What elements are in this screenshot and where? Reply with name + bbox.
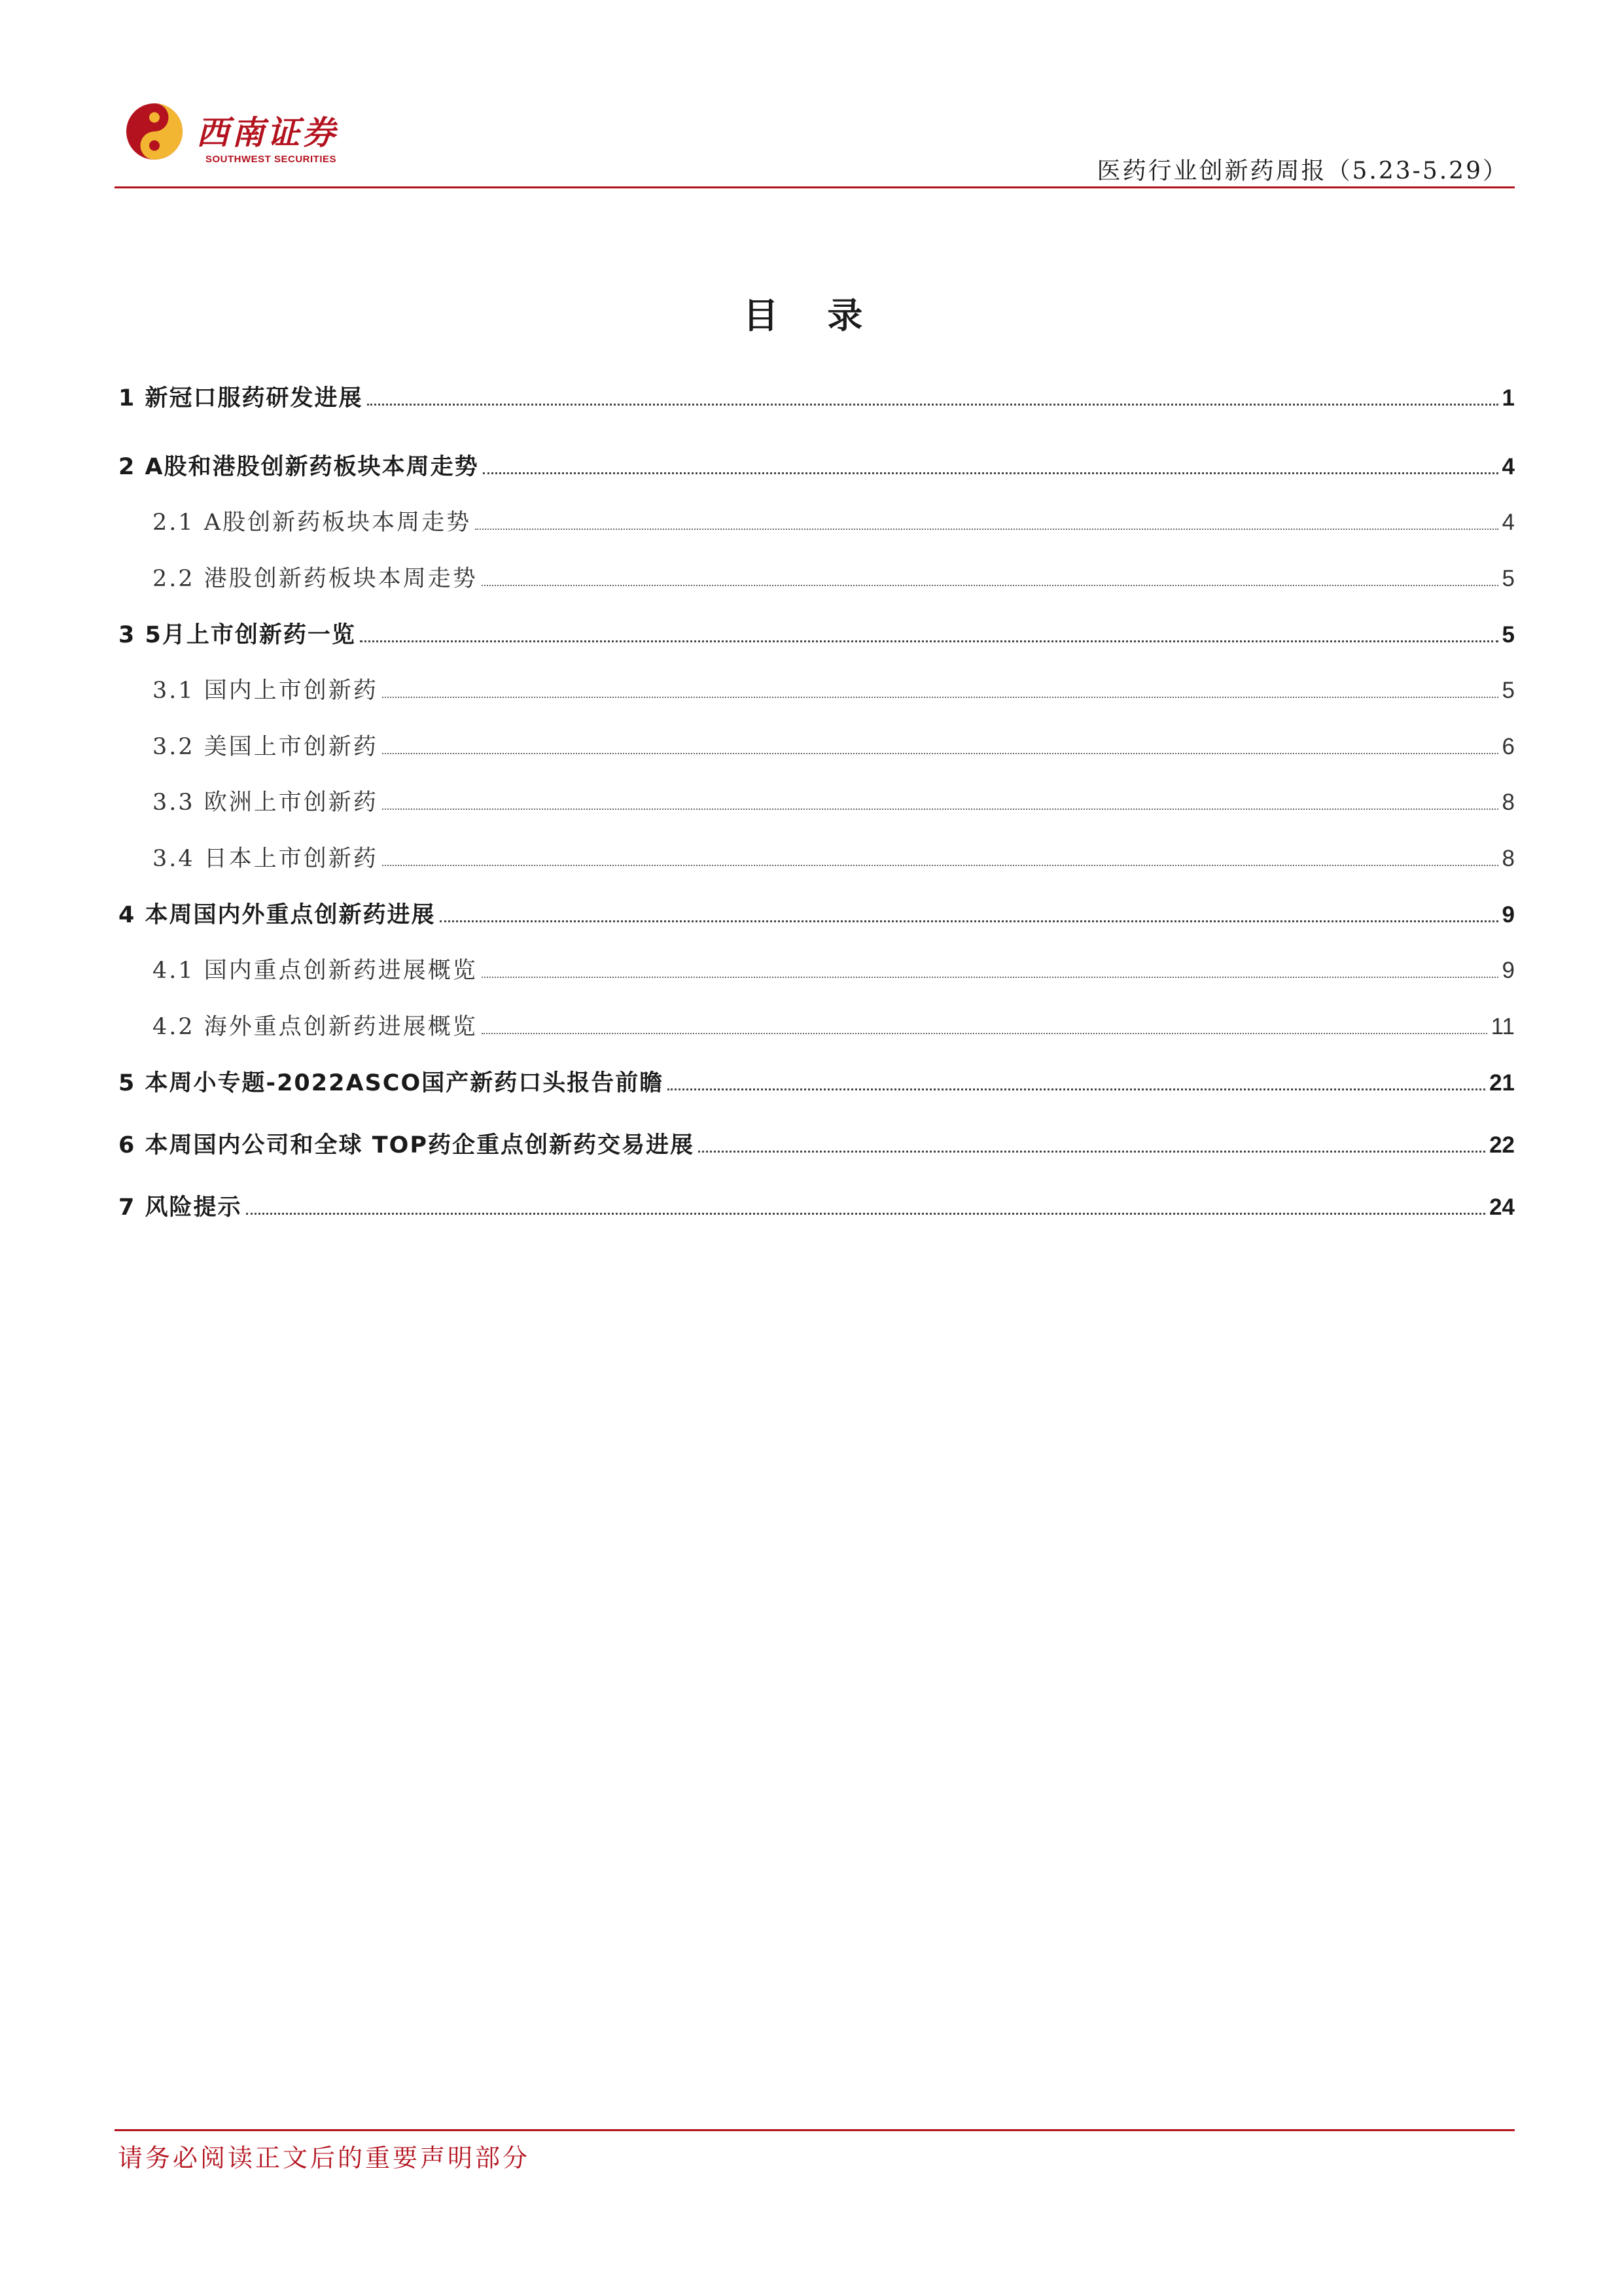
toc-entry-label: 4.1 国内重点创新药进展概览 bbox=[152, 958, 478, 984]
toc-entry-label: 6 本周国内公司和全球 TOP药企重点创新药交易进展 bbox=[118, 1132, 695, 1158]
toc-entry-page: 21 bbox=[1489, 1070, 1515, 1096]
toc-leader-dots bbox=[382, 697, 1498, 698]
toc-entry-page: 4 bbox=[1502, 510, 1515, 535]
toc-leader-dots bbox=[382, 865, 1498, 866]
toc-entry-page: 8 bbox=[1502, 846, 1515, 871]
toc-entry-label: 4 本周国内外重点创新药进展 bbox=[118, 902, 436, 928]
logo-chinese-name: 西南证券 bbox=[196, 113, 338, 152]
footer-disclaimer: 请务必阅读正文后的重要声明部分 bbox=[118, 2144, 531, 2172]
toc-entry-page: 6 bbox=[1502, 734, 1515, 759]
toc-leader-dots bbox=[382, 753, 1498, 754]
toc-entry-label: 3.4 日本上市创新药 bbox=[152, 846, 378, 872]
toc-entry-page: 8 bbox=[1502, 790, 1515, 815]
toc-leader-dots bbox=[382, 809, 1498, 810]
toc-entry-page: 11 bbox=[1491, 1014, 1515, 1039]
toc-leader-dots bbox=[367, 404, 1498, 406]
toc-entry[interactable] bbox=[115, 1008, 1515, 1042]
toc-entry-label: 3.2 美国上市创新药 bbox=[152, 734, 378, 760]
toc-leader-dots bbox=[667, 1088, 1485, 1090]
toc-entry[interactable] bbox=[115, 1126, 1515, 1160]
toc-entry-label: 1 新冠口服药研发进展 bbox=[118, 385, 363, 411]
toc-entry-label: 7 风险提示 bbox=[118, 1194, 242, 1221]
toc-entry-page: 5 bbox=[1502, 622, 1515, 648]
report-title: 医药行业创新药周报（5.23-5.29） bbox=[1097, 158, 1508, 184]
toc-entry[interactable] bbox=[115, 784, 1515, 818]
toc-entry[interactable] bbox=[115, 379, 1515, 413]
toc-entry-label: 2.2 港股创新药板块本周走势 bbox=[152, 566, 478, 592]
toc-entry[interactable] bbox=[115, 672, 1515, 706]
toc-entry-page: 22 bbox=[1489, 1132, 1515, 1158]
toc-entry-page: 9 bbox=[1502, 902, 1515, 928]
toc-entry[interactable] bbox=[115, 1064, 1515, 1098]
toc-entry-page: 9 bbox=[1502, 958, 1515, 983]
toc-entry-label: 2.1 A股创新药板块本周走势 bbox=[152, 510, 472, 536]
toc-entry-page: 5 bbox=[1502, 678, 1515, 703]
toc-leader-dots bbox=[482, 1033, 1487, 1034]
toc-entry[interactable] bbox=[115, 616, 1515, 650]
southwest-securities-logo-icon bbox=[124, 101, 185, 162]
toc-leader-dots bbox=[698, 1151, 1485, 1153]
toc-entry[interactable] bbox=[115, 1189, 1515, 1223]
footer-divider bbox=[115, 2129, 1515, 2131]
toc-entry-page: 24 bbox=[1489, 1194, 1515, 1220]
toc-entry[interactable] bbox=[115, 560, 1515, 594]
toc-leader-dots bbox=[246, 1213, 1486, 1215]
toc-entry-label: 3.3 欧洲上市创新药 bbox=[152, 790, 378, 816]
toc-entry[interactable] bbox=[115, 840, 1515, 874]
toc-entry-label: 4.2 海外重点创新药进展概览 bbox=[152, 1014, 478, 1040]
toc-leader-dots bbox=[482, 977, 1498, 978]
toc-entry[interactable] bbox=[115, 504, 1515, 538]
toc-leader-dots bbox=[440, 920, 1498, 922]
company-logo bbox=[124, 101, 386, 173]
toc-leader-dots bbox=[360, 640, 1498, 642]
toc-entry-label: 2 A股和港股创新药板块本周走势 bbox=[118, 454, 479, 480]
toc-entry[interactable] bbox=[115, 728, 1515, 762]
toc-leader-dots bbox=[475, 529, 1498, 530]
toc-entry-label: 3 5月上市创新药一览 bbox=[118, 622, 356, 648]
page-header bbox=[115, 95, 1515, 193]
toc-entry[interactable] bbox=[115, 448, 1515, 482]
toc-heading: 目 录 bbox=[743, 294, 881, 336]
toc-entry-page: 4 bbox=[1502, 454, 1515, 479]
toc-entry-page: 1 bbox=[1502, 385, 1515, 411]
toc-entry[interactable] bbox=[115, 952, 1515, 986]
toc-entry-page: 5 bbox=[1502, 566, 1515, 591]
toc-leader-dots bbox=[482, 585, 1498, 586]
logo-english-name: SOUTHWEST SECURITIES bbox=[205, 154, 337, 165]
toc-entry-label: 3.1 国内上市创新药 bbox=[152, 678, 378, 704]
toc-entry[interactable] bbox=[115, 896, 1515, 930]
toc-entry-label: 5 本周小专题-2022ASCO国产新药口头报告前瞻 bbox=[118, 1070, 664, 1096]
header-divider bbox=[115, 186, 1515, 188]
toc-leader-dots bbox=[483, 472, 1498, 474]
